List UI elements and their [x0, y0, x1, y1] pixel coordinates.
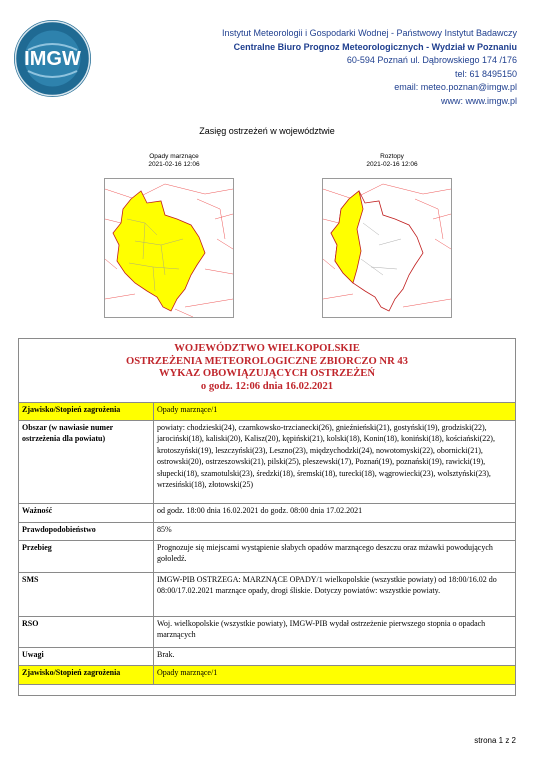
map-date: 2021-02-16 12:06 [148, 161, 200, 168]
logo-text: IMGW [24, 48, 81, 70]
map-frame [104, 178, 234, 318]
table-row [19, 420, 515, 503]
row-value: Prognozuje się miejscami wystąpienie słabych opadów marznącego deszczu oraz mżawki powodujących gołoledź. [154, 540, 516, 572]
row-value: powiaty: chodzieski(24), czarnkowsko-trzcianecki(26), gnieźnieński(21), gostyński(19), grodziski(22), jarociński(18), kaliski(20), Kalisz(20), kępiński(21), kolski(18), Konin(18), koniński(18), kościański(22), krotoszyński(19), leszczyński(23), Leszno(23), międzychodzki(24), nowotomyski(22), obornicki(21), ostrowski(20), ostrzeszowski(21), pilski(25), pleszewski(17), Poznań(19), poznański(19), rawicki(19), słupecki(18), szamotulski(23), średzki(18), śremski(18), turecki(18), wągrowiecki(23), wolsztyński(23), wrzesiński(18), złotowski(25) [154, 420, 516, 503]
row-label: Przebieg [19, 540, 154, 572]
institute-name: Instytut Meteorologii i Gospodarki Wodnej - Państwowy Instytut Badawczy [222, 28, 517, 38]
map-title: Opady marznące [149, 153, 199, 160]
table-row [19, 616, 515, 647]
row-label: Uwagi [19, 647, 154, 665]
row-value: od godz. 18:00 dnia 16.02.2021 do godz. 08:00 dnia 17.02.2021 [154, 503, 516, 522]
map-freezing-rain-graphic [105, 179, 233, 317]
bureau-name: Centralne Biuro Prognoz Meteorologicznych - Wydział w Poznaniu [233, 41, 517, 52]
table-row [19, 540, 515, 572]
warning-document [18, 338, 516, 696]
phone: tel: 61 8495150 [454, 68, 517, 79]
table-row [19, 665, 515, 684]
warning-table [19, 403, 515, 685]
row-value: IMGW-PIB OSTRZEGA: MARZNĄCE OPADY/1 wielkopolskie (wszystkie powiaty) od 18:00/16.02 do 08:00/17.02.2021 marznące opady, drogi śliskie. Dotyczy powiatów: wszystkie powiaty. [154, 572, 516, 616]
row-label: Prawdopodobieństwo [19, 522, 154, 540]
issue-time: o godz. 12:06 dnia 16.02.2021 [200, 380, 334, 392]
map-title: Roztopy [380, 153, 404, 160]
row-value: 85% [154, 522, 516, 540]
row-label: Obszar (w nawiasie numer ostrzeżenia dla powiatu) [19, 420, 154, 503]
table-row [19, 572, 515, 616]
row-value: Opady marznące/1 [154, 403, 516, 420]
imgw-logo [14, 20, 91, 97]
table-row [19, 647, 515, 665]
address: 60-594 Poznań ul. Dąbrowskiego 174 /176 [346, 55, 517, 66]
section-title: Zasięg ostrzeżeń w województwie [199, 126, 335, 136]
page-number: strona 1 z 2 [474, 736, 516, 745]
map-thaw-graphic [323, 179, 451, 317]
www-link[interactable]: www: www.imgw.pl [440, 95, 517, 106]
map-frame [322, 178, 452, 318]
warnings-title: OSTRZEŻENIA METEOROLOGICZNE ZBIORCZO NR 43 [126, 355, 408, 367]
row-value: Opady marznące/1 [154, 665, 516, 684]
map-freezing-rain [94, 153, 254, 318]
institution-header [222, 27, 517, 109]
row-value: Woj. wielkopolskie (wszystkie powiaty), IMGW-PIB wydał ostrzeżenie pierwszego stopnia o opadach marznących [154, 616, 516, 647]
row-label: Zjawisko/Stopień zagrożenia [19, 403, 154, 420]
table-row [19, 522, 515, 540]
row-value: Brak. [154, 647, 516, 665]
document-header [19, 339, 515, 403]
table-row [19, 403, 515, 420]
row-label: Ważność [19, 503, 154, 522]
row-label: SMS [19, 572, 154, 616]
voivodeship-title: WOJEWÓDZTWO WIELKOPOLSKIE [174, 343, 360, 354]
table-row [19, 503, 515, 522]
map-thaw [312, 153, 472, 318]
imgw-logo-graphic [14, 20, 91, 97]
row-label: Zjawisko/Stopień zagrożenia [19, 665, 154, 684]
list-title: WYKAZ OBOWIĄZUJĄCYCH OSTRZEŻEŃ [158, 368, 376, 379]
row-label: RSO [19, 616, 154, 647]
map-date: 2021-02-16 12:06 [366, 161, 418, 168]
email-link[interactable]: email: meteo.poznan@imgw.pl [394, 82, 517, 93]
